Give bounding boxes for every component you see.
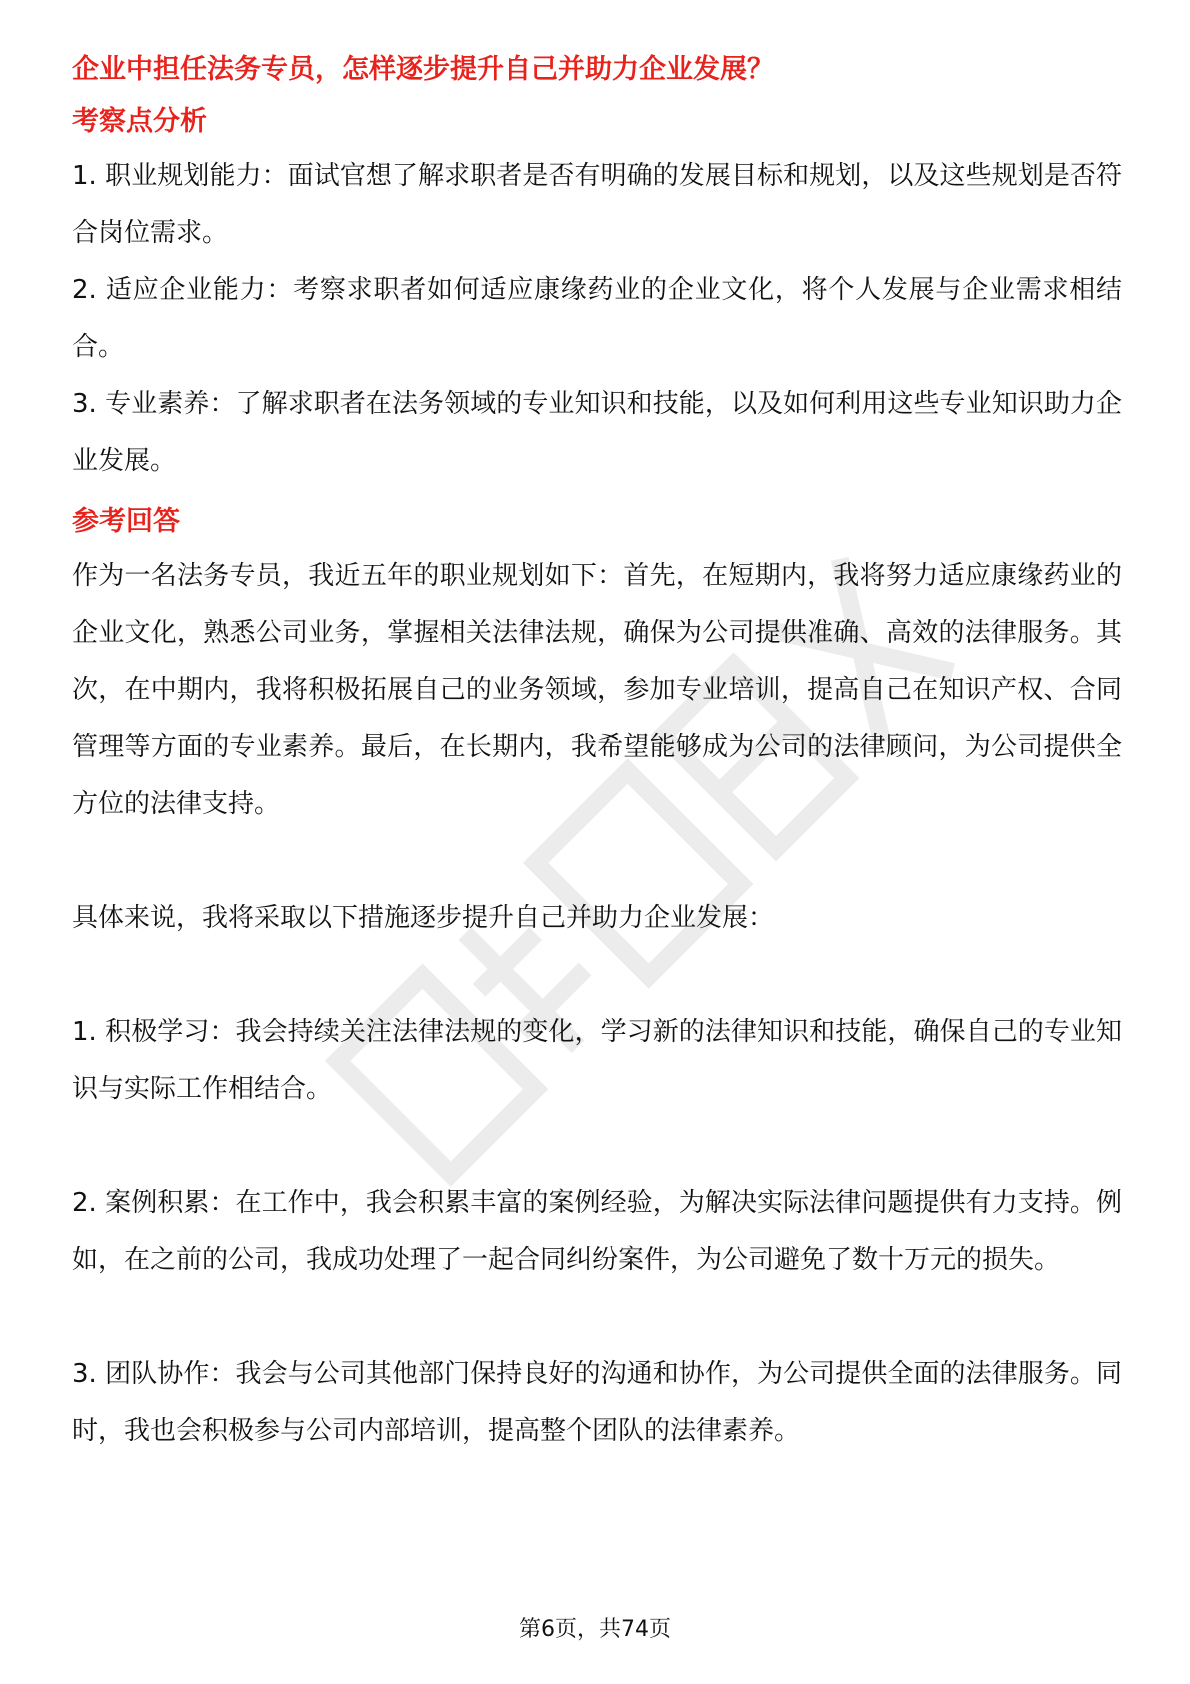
question-heading: 企业中担任法务专员，怎样逐步提升自己并助力企业发展？	[72, 54, 774, 85]
answer-item: 2. 案例积累：在工作中，我会积累丰富的案例经验，为解决实际法律问题提供有力支持。例如，在之前的公司，我成功处理了一起合同纠纷案件，为公司避免了数十万元的损失。	[72, 1188, 1122, 1275]
answer-intro: 作为一名法务专员，我近五年的职业规划如下：首先，在短期内，我将努力适应康缘药业的企业文化，熟悉公司业务，掌握相关法律法规，确保为公司提供准确、高效的法律服务。其次，在中期内，我将积极拓展自己的业务领域，参加专业培训，提高自己在知识产权、合同管理等方面的专业素养。最后，在长期内，我希望能够成为公司的法律顾问，为公司提供全方位的法律支持。	[72, 561, 1122, 819]
answer-title: 参考回答	[72, 506, 180, 537]
spacer	[72, 1289, 1122, 1346]
analysis-item: 3. 专业素养：了解求职者在法务领域的专业知识和技能，以及如何利用这些专业知识助力企业发展。	[72, 389, 1122, 476]
page-number: 第6页，共74页	[519, 1617, 671, 1642]
answer-lead: 具体来说，我将采取以下措施逐步提升自己并助力企业发展：	[72, 903, 775, 933]
answer-item: 3. 团队协作：我会与公司其他部门保持良好的沟通和协作，为公司提供全面的法律服务。同时，我也会积极参与公司内部培训，提高整个团队的法律素养。	[72, 1359, 1122, 1446]
analysis-item: 2. 适应企业能力：考察求职者如何适应康缘药业的企业文化，将个人发展与企业需求相结合。	[72, 275, 1122, 362]
main-content	[72, 50, 1122, 1460]
spacer	[72, 833, 1122, 890]
answer-item: 1. 积极学习：我会持续关注法律法规的变化，学习新的法律知识和技能，确保自己的专业知识与实际工作相结合。	[72, 1017, 1122, 1104]
spacer	[72, 1118, 1122, 1175]
analysis-title: 考察点分析	[72, 106, 207, 137]
analysis-item: 1. 职业规划能力：面试官想了解求职者是否有明确的发展目标和规划，以及这些规划是否符合岗位需求。	[72, 161, 1122, 248]
spacer	[72, 947, 1122, 1004]
